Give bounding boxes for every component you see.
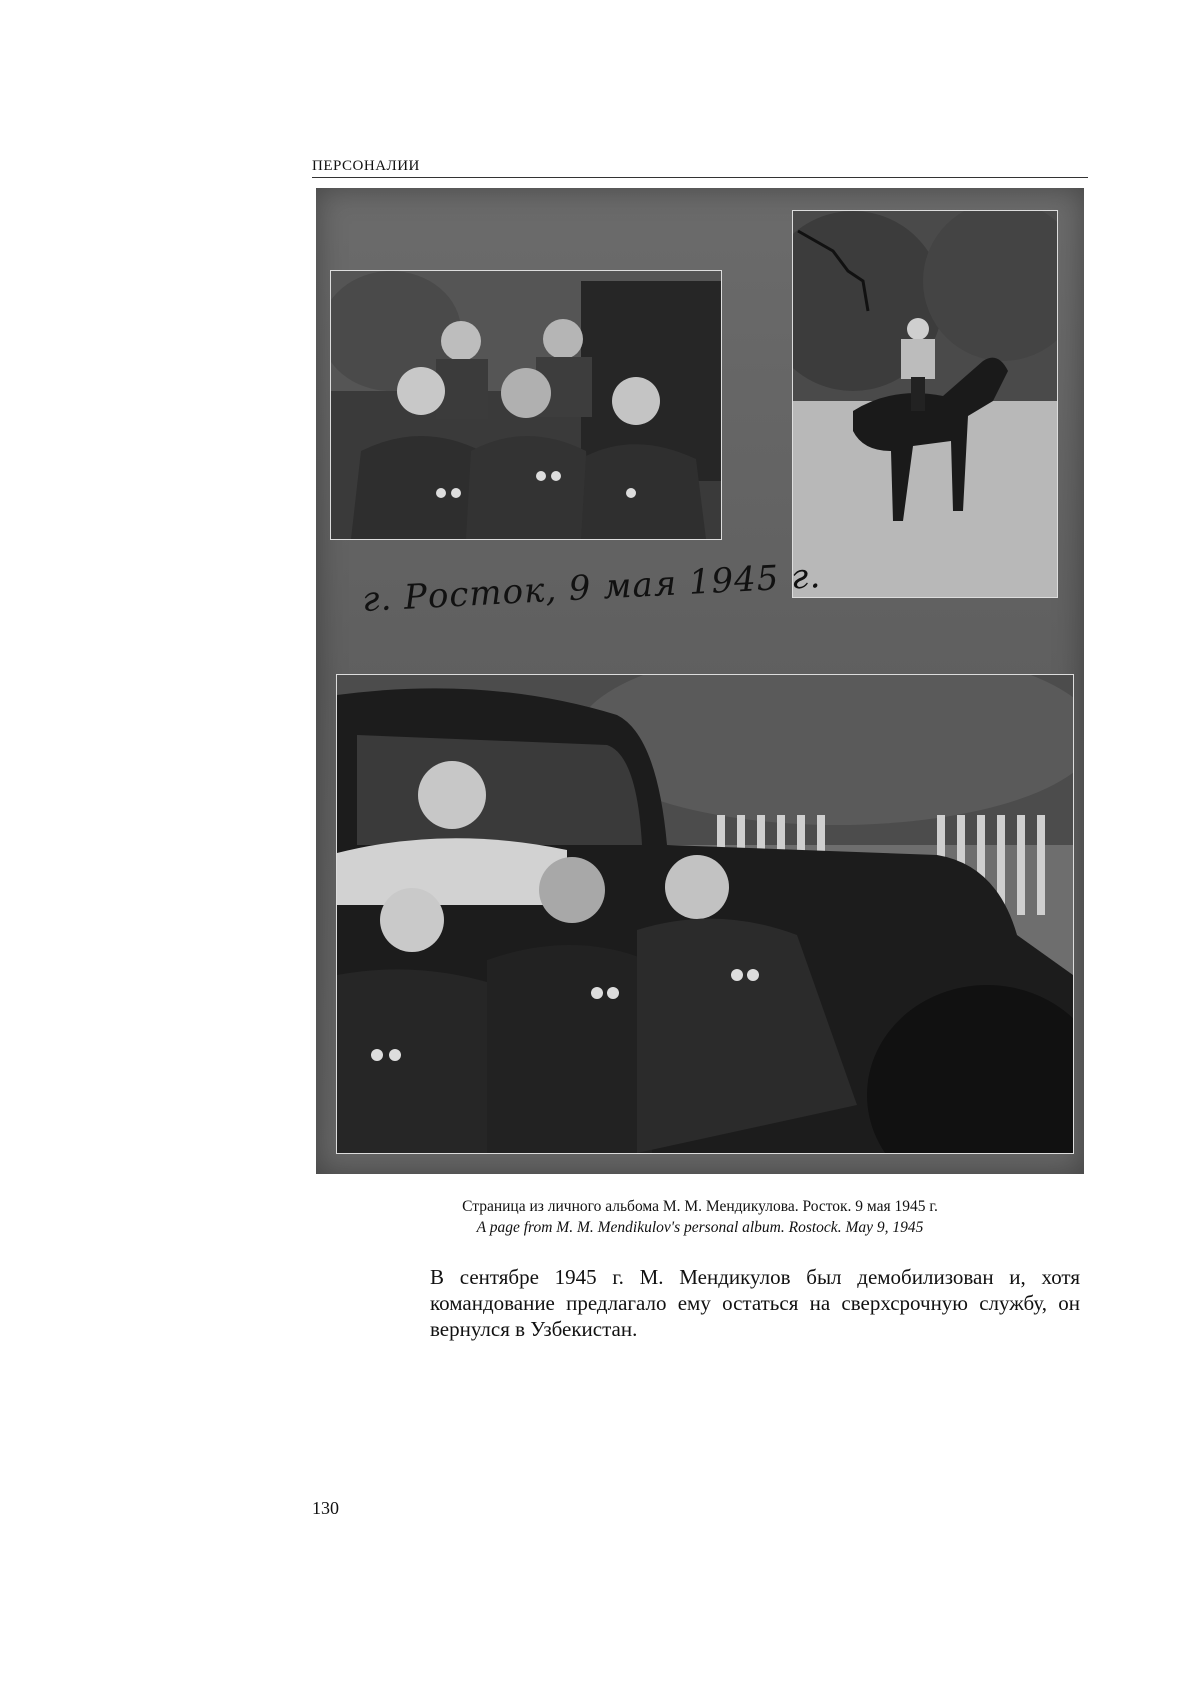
caption-english: A page from M. M. Mendikulov's personal album. Rostock. May 9, 1945 xyxy=(476,1219,924,1236)
page-number: 130 xyxy=(312,1498,339,1518)
running-header: ПЕРСОНАЛИИ xyxy=(312,158,1088,178)
body-paragraph: В сентябре 1945 г. М. Мендикулов был демобилизован и, хотя командование предлагало ему остаться на сверхсрочную службу, он вернулся в Узбекистан. xyxy=(430,1265,1080,1341)
group-portrait-photo xyxy=(330,270,722,540)
album-page-scan xyxy=(316,188,1084,1174)
officers-by-car-photo xyxy=(336,674,1074,1154)
rider-on-horse-photo xyxy=(792,210,1058,598)
handwritten-inscription: г. Росток, 9 мая 1945 г. xyxy=(361,556,823,620)
photo-caption xyxy=(316,1196,1084,1238)
caption-russian: Страница из личного альбома М. М. Мендикулова. Росток. 9 мая 1945 г. xyxy=(462,1198,938,1215)
